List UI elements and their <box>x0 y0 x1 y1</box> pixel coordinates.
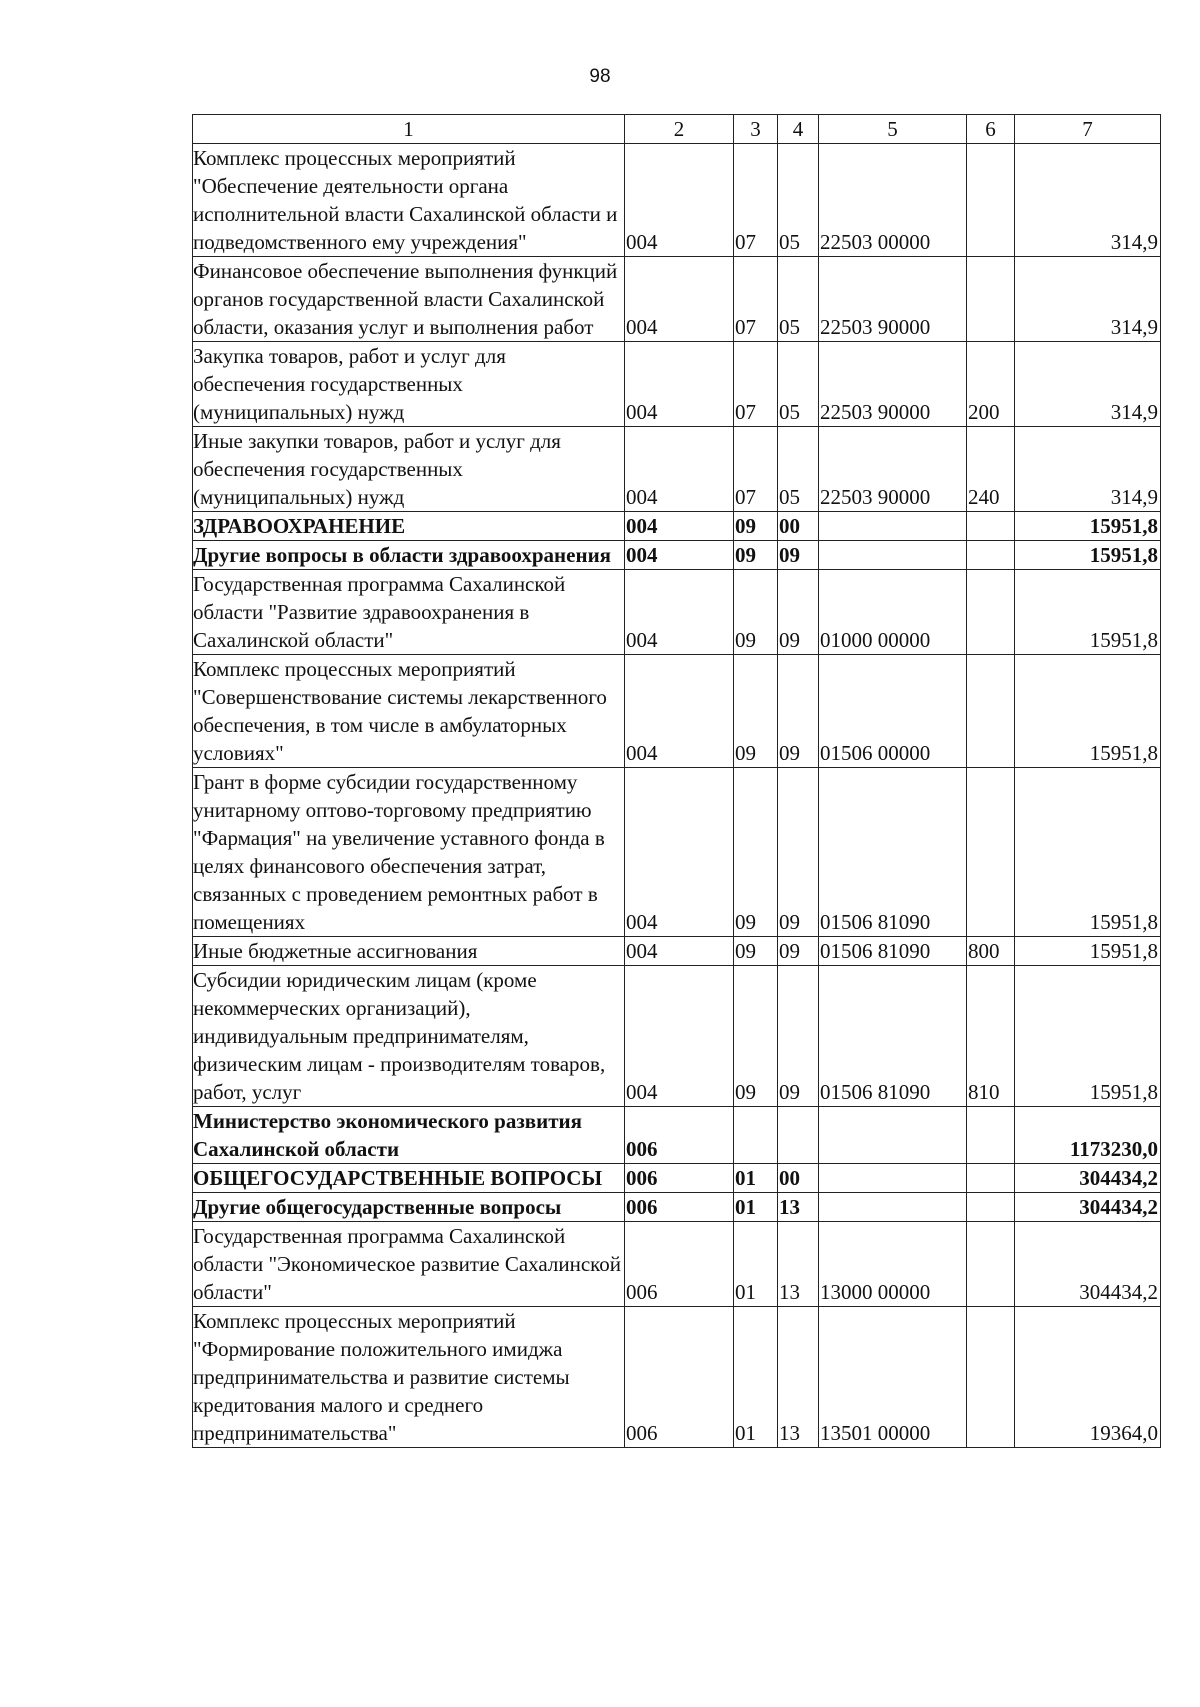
subsection-code-cell: 09 <box>778 768 819 937</box>
target-article-cell: 13000 00000 <box>819 1222 967 1307</box>
section-code-cell: 09 <box>734 541 778 570</box>
row-name-cell: Другие общегосударственные вопросы <box>193 1193 625 1222</box>
table-row <box>193 1193 1161 1222</box>
table-body <box>193 144 1161 1448</box>
ministry-code-cell: 004 <box>625 768 734 937</box>
header-col-7: 7 <box>1015 115 1161 144</box>
amount-cell: 304434,2 <box>1015 1222 1161 1307</box>
table-row <box>193 1107 1161 1164</box>
expense-type-cell <box>967 257 1015 342</box>
table-row <box>193 768 1161 937</box>
ministry-code-cell: 004 <box>625 541 734 570</box>
table-row <box>193 966 1161 1107</box>
ministry-code-cell: 006 <box>625 1222 734 1307</box>
subsection-code-cell: 05 <box>778 342 819 427</box>
amount-cell: 19364,0 <box>1015 1307 1161 1448</box>
table-row <box>193 257 1161 342</box>
subsection-code-cell: 00 <box>778 1164 819 1193</box>
subsection-code-cell: 13 <box>778 1307 819 1448</box>
target-article-cell: 13501 00000 <box>819 1307 967 1448</box>
amount-cell: 314,9 <box>1015 427 1161 512</box>
target-article-cell: 22503 00000 <box>819 144 967 257</box>
ministry-code-cell: 004 <box>625 427 734 512</box>
row-name-cell: Комплекс процессных мероприятий "Обеспечение деятельности органа исполнительной власти Сахалинской области и подведомственного ему учреждения" <box>193 144 625 257</box>
ministry-code-cell: 006 <box>625 1164 734 1193</box>
row-name-cell: Государственная программа Сахалинской области "Развитие здравоохранения в Сахалинской области" <box>193 570 625 655</box>
section-code-cell: 09 <box>734 512 778 541</box>
amount-cell: 304434,2 <box>1015 1193 1161 1222</box>
target-article-cell: 01506 81090 <box>819 966 967 1107</box>
ministry-code-cell: 004 <box>625 512 734 541</box>
section-code-cell: 01 <box>734 1193 778 1222</box>
ministry-code-cell: 006 <box>625 1107 734 1164</box>
expense-type-cell <box>967 512 1015 541</box>
row-name-cell: Министерство экономического развития Сахалинской области <box>193 1107 625 1164</box>
row-name-cell: Комплекс процессных мероприятий "Формирование положительного имиджа предпринимательства и развитие системы кредитования малого и среднего предпринимательства" <box>193 1307 625 1448</box>
header-col-5: 5 <box>819 115 967 144</box>
table-row <box>193 570 1161 655</box>
table-row <box>193 427 1161 512</box>
subsection-code-cell: 09 <box>778 570 819 655</box>
target-article-cell <box>819 1164 967 1193</box>
subsection-code-cell: 09 <box>778 966 819 1107</box>
row-name-cell: Иные бюджетные ассигнования <box>193 937 625 966</box>
section-code-cell: 09 <box>734 655 778 768</box>
ministry-code-cell: 004 <box>625 966 734 1107</box>
amount-cell: 15951,8 <box>1015 966 1161 1107</box>
amount-cell: 15951,8 <box>1015 768 1161 937</box>
section-code-cell: 09 <box>734 768 778 937</box>
target-article-cell: 01000 00000 <box>819 570 967 655</box>
target-article-cell <box>819 1107 967 1164</box>
row-name-cell: Другие вопросы в области здравоохранения <box>193 541 625 570</box>
row-name-cell: Государственная программа Сахалинской области "Экономическое развитие Сахалинской области" <box>193 1222 625 1307</box>
target-article-cell: 22503 90000 <box>819 427 967 512</box>
subsection-code-cell: 09 <box>778 937 819 966</box>
row-name-cell: ЗДРАВООХРАНЕНИЕ <box>193 512 625 541</box>
target-article-cell <box>819 512 967 541</box>
ministry-code-cell: 004 <box>625 144 734 257</box>
ministry-code-cell: 004 <box>625 570 734 655</box>
amount-cell: 15951,8 <box>1015 541 1161 570</box>
subsection-code-cell: 05 <box>778 427 819 512</box>
subsection-code-cell: 13 <box>778 1193 819 1222</box>
amount-cell: 304434,2 <box>1015 1164 1161 1193</box>
section-code-cell: 07 <box>734 427 778 512</box>
subsection-code-cell: 09 <box>778 541 819 570</box>
amount-cell: 15951,8 <box>1015 937 1161 966</box>
section-code-cell: 01 <box>734 1164 778 1193</box>
table-row <box>193 937 1161 966</box>
section-code-cell: 09 <box>734 570 778 655</box>
row-name-cell: Субсидии юридическим лицам (кроме некоммерческих организаций), индивидуальным предпринимателям, физическим лицам - производителям товаров, работ, услуг <box>193 966 625 1107</box>
subsection-code-cell: 00 <box>778 512 819 541</box>
table-row <box>193 342 1161 427</box>
target-article-cell: 01506 81090 <box>819 768 967 937</box>
expense-type-cell <box>967 1222 1015 1307</box>
section-code-cell: 01 <box>734 1222 778 1307</box>
expense-type-cell <box>967 1307 1015 1448</box>
row-name-cell: Грант в форме субсидии государственному унитарному оптово-торговому предприятию "Фармация" на увеличение уставного фонда в целях финансового обеспечения затрат, связанных с проведением ремонтных работ в помещениях <box>193 768 625 937</box>
target-article-cell: 22503 90000 <box>819 342 967 427</box>
expense-type-cell: 810 <box>967 966 1015 1107</box>
row-name-cell: Закупка товаров, работ и услуг для обеспечения государственных (муниципальных) нужд <box>193 342 625 427</box>
subsection-code-cell: 05 <box>778 144 819 257</box>
row-name-cell: Финансовое обеспечение выполнения функций органов государственной власти Сахалинской области, оказания услуг и выполнения работ <box>193 257 625 342</box>
expense-type-cell: 240 <box>967 427 1015 512</box>
expense-type-cell <box>967 541 1015 570</box>
subsection-code-cell <box>778 1107 819 1164</box>
table-row <box>193 512 1161 541</box>
section-code-cell: 07 <box>734 342 778 427</box>
header-col-1: 1 <box>193 115 625 144</box>
ministry-code-cell: 004 <box>625 655 734 768</box>
amount-cell: 15951,8 <box>1015 655 1161 768</box>
table-row <box>193 1222 1161 1307</box>
subsection-code-cell: 13 <box>778 1222 819 1307</box>
amount-cell: 314,9 <box>1015 342 1161 427</box>
expense-type-cell <box>967 1193 1015 1222</box>
expense-type-cell <box>967 570 1015 655</box>
row-name-cell: Комплекс процессных мероприятий "Совершенствование системы лекарственного обеспечения, в том числе в амбулаторных условиях" <box>193 655 625 768</box>
amount-cell: 314,9 <box>1015 257 1161 342</box>
section-code-cell: 07 <box>734 257 778 342</box>
table-row <box>193 1164 1161 1193</box>
header-col-3: 3 <box>734 115 778 144</box>
amount-cell: 15951,8 <box>1015 512 1161 541</box>
table-row <box>193 655 1161 768</box>
ministry-code-cell: 004 <box>625 937 734 966</box>
subsection-code-cell: 05 <box>778 257 819 342</box>
expense-type-cell <box>967 144 1015 257</box>
table-row <box>193 541 1161 570</box>
budget-table <box>192 114 1161 1448</box>
target-article-cell: 22503 90000 <box>819 257 967 342</box>
expense-type-cell <box>967 768 1015 937</box>
expense-type-cell: 800 <box>967 937 1015 966</box>
page-number: 98 <box>589 66 611 87</box>
ministry-code-cell: 004 <box>625 257 734 342</box>
amount-cell: 1173230,0 <box>1015 1107 1161 1164</box>
section-code-cell: 09 <box>734 937 778 966</box>
section-code-cell: 07 <box>734 144 778 257</box>
row-name-cell: Иные закупки товаров, работ и услуг для обеспечения государственных (муниципальных) нужд <box>193 427 625 512</box>
expense-type-cell <box>967 655 1015 768</box>
target-article-cell <box>819 541 967 570</box>
table-row <box>193 144 1161 257</box>
header-row <box>193 115 1161 144</box>
header-col-2: 2 <box>625 115 734 144</box>
target-article-cell <box>819 1193 967 1222</box>
header-col-6: 6 <box>967 115 1015 144</box>
ministry-code-cell: 006 <box>625 1193 734 1222</box>
expense-type-cell <box>967 1107 1015 1164</box>
row-name-cell: ОБЩЕГОСУДАРСТВЕННЫЕ ВОПРОСЫ <box>193 1164 625 1193</box>
section-code-cell: 09 <box>734 966 778 1107</box>
ministry-code-cell: 004 <box>625 342 734 427</box>
subsection-code-cell: 09 <box>778 655 819 768</box>
expense-type-cell: 200 <box>967 342 1015 427</box>
section-code-cell <box>734 1107 778 1164</box>
section-code-cell: 01 <box>734 1307 778 1448</box>
target-article-cell: 01506 00000 <box>819 655 967 768</box>
amount-cell: 314,9 <box>1015 144 1161 257</box>
table-header <box>193 115 1161 144</box>
amount-cell: 15951,8 <box>1015 570 1161 655</box>
ministry-code-cell: 006 <box>625 1307 734 1448</box>
target-article-cell: 01506 81090 <box>819 937 967 966</box>
expense-type-cell <box>967 1164 1015 1193</box>
table-row <box>193 1307 1161 1448</box>
header-col-4: 4 <box>778 115 819 144</box>
